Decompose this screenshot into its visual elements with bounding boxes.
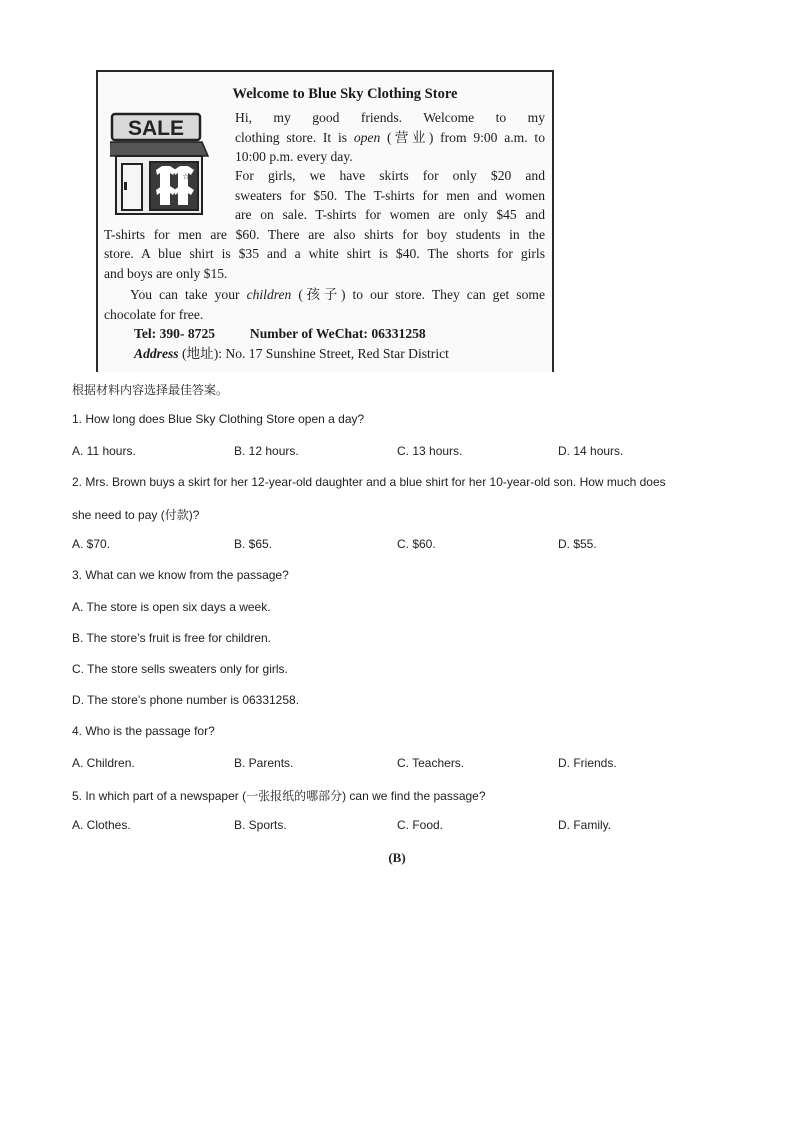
ad-paragraph-hours: [235, 108, 545, 167]
instruction: 根据材料内容选择最佳答案。: [72, 383, 229, 397]
ad-paragraph-children: [104, 285, 545, 324]
q2-option-a: A. $70.: [72, 537, 111, 551]
q4-option-d: D. Friends.: [558, 756, 617, 770]
sale-sign-text: SALE: [127, 117, 185, 140]
ad-line: and boys are only $15.: [104, 265, 228, 281]
q4-option-b: B. Parents.: [234, 756, 294, 770]
ad-telephone: Tel: 390- 8725: [134, 326, 216, 341]
q5-option-c: C. Food.: [397, 818, 444, 832]
ad-line: 10:00 p.m. every day.: [235, 149, 353, 165]
ad-line: sweaters for $50. The T-shirts for men and women: [235, 187, 545, 203]
q3-option-a: A. The store is open six days a week.: [72, 600, 271, 614]
question-1: 1. How long does Blue Sky Clothing Store open a day?: [72, 412, 365, 426]
q1-option-a: A. 11 hours.: [72, 444, 136, 458]
question-4: 4. Who is the passage for?: [72, 724, 215, 738]
q4-option-c: C. Teachers.: [397, 756, 465, 770]
q2-option-d: D. $55.: [558, 537, 597, 551]
ad-line: For girls, we have skirts for only $20 and: [235, 168, 545, 183]
q2-option-c: C. $60.: [397, 537, 436, 551]
q2-option-b: B. $65.: [234, 537, 273, 551]
ad-line: You can take your children (孩子) to our store. They can get some: [130, 287, 545, 302]
q1-option-c: C. 13 hours.: [397, 444, 463, 458]
ad-paragraph-prices: [104, 166, 545, 284]
q1-option-d: D. 14 hours.: [558, 444, 624, 458]
q5-option-d: D. Family.: [558, 818, 612, 832]
ad-line: clothing store. It is open (营业) from 9:00 a.m. to: [235, 129, 545, 145]
q5-option-b: B. Sports.: [234, 818, 287, 832]
ad-wechat: Number of WeChat: 06331258: [249, 326, 426, 341]
q4-option-a: A. Children.: [72, 756, 135, 770]
store-advertisement: [96, 70, 554, 372]
svg-text:☆: ☆: [182, 172, 190, 181]
q3-option-b: B. The store’s fruit is free for children.: [72, 631, 271, 645]
ad-line: are on sale. T-shirts for women are only $45 and: [235, 207, 545, 223]
ad-line: store. A blue shirt is $35 and a white shirt is $40. The shorts for girls: [104, 246, 545, 262]
ad-contact-info: [134, 324, 449, 364]
q5-option-a: A. Clothes.: [72, 818, 131, 832]
q3-option-d: D. The store’s phone number is 06331258.: [72, 693, 300, 707]
ad-address: Address (地址): No. 17 Sunshine Street, Red Star District: [134, 346, 449, 361]
ad-line: chocolate for free.: [104, 306, 204, 322]
ad-line: T-shirts for men are $60. There are also shirts for boy students in the: [104, 226, 545, 242]
question-5: 5. In which part of a newspaper (一张报纸的哪部分) can we find the passage?: [72, 789, 486, 803]
ad-title: Welcome to Blue Sky Clothing Store: [232, 86, 458, 102]
ad-line: Hi, my good friends. Welcome to my: [235, 110, 545, 125]
q3-option-c: C. The store sells sweaters only for girls.: [72, 662, 288, 676]
q1-option-b: B. 12 hours.: [234, 444, 299, 458]
question-2-cont: she need to pay (付款)?: [72, 508, 200, 522]
section-heading-b: (B): [388, 850, 406, 865]
question-3: 3. What can we know from the passage?: [72, 568, 289, 582]
question-2: 2. Mrs. Brown buys a skirt for her 12-year-old daughter and a blue shirt for her 10-year-old son. How much does: [72, 475, 666, 489]
